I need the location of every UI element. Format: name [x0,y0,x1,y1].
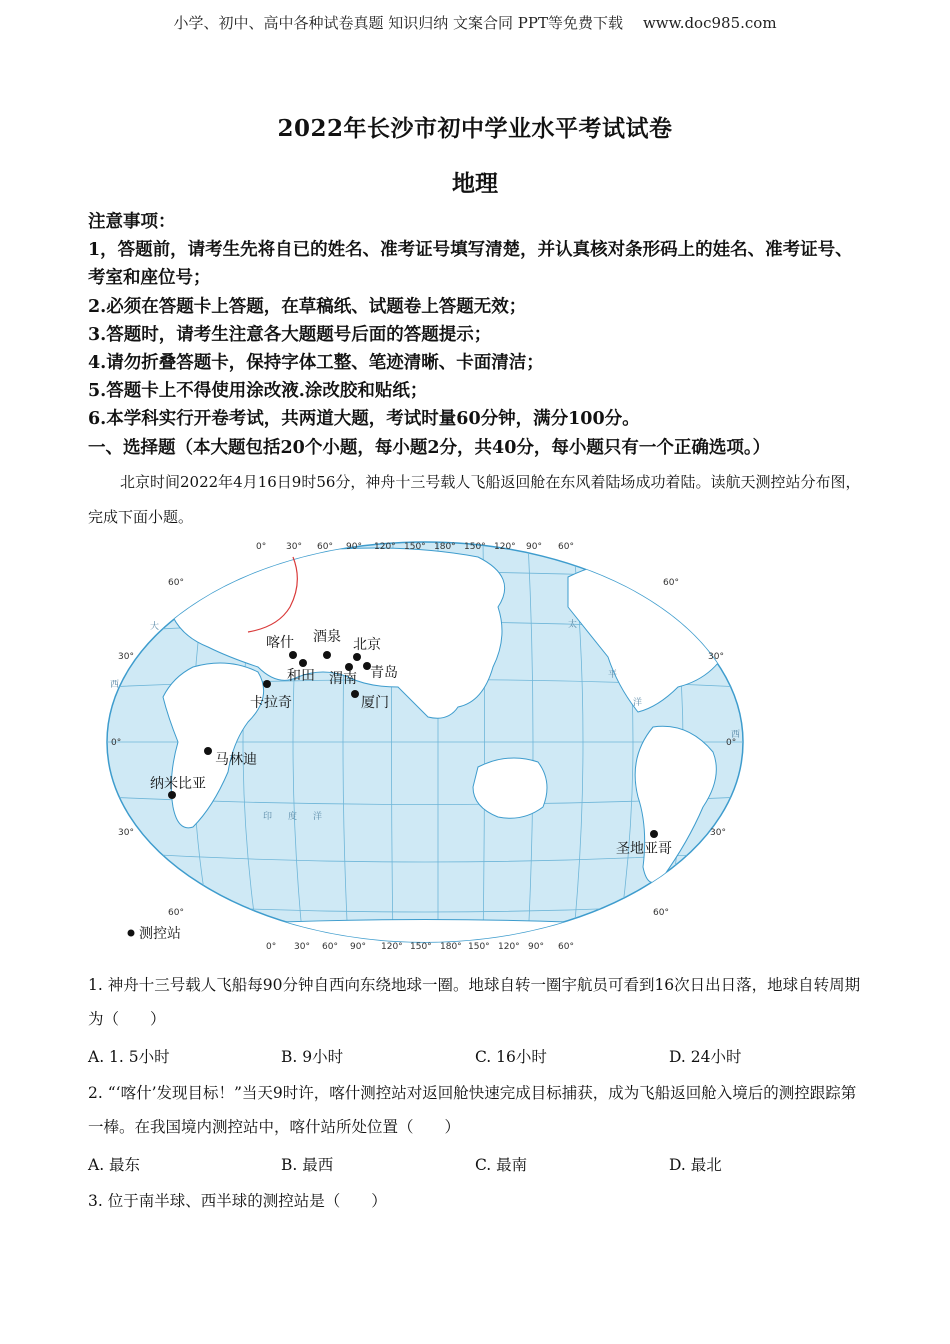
tracking-station-map [98,537,758,957]
note-item: 5.答题卡上不得使用涂改液.涂改胶和贴纸； [88,381,428,402]
station-label: 纳米比亚 [150,776,206,792]
page-header [0,12,950,33]
station-dot-namibia [168,791,176,799]
lon-label: 30° [294,942,310,952]
station-label: 北京 [353,637,381,653]
question-2 [88,1076,868,1144]
ocean-label: 西 [110,680,120,690]
header-tagline: 小学、初中、高中各种试卷真题 知识归纳 文案合同 PPT等免费下载 [173,14,623,32]
note-item: 4.请勿折叠答题卡，保持字体工整、笔迹清晰、卡面清洁； [88,353,544,374]
station-label: 厦门 [361,695,389,711]
lat-label: 30° [118,652,134,662]
option-c[interactable]: C. 16小时 [475,1048,547,1066]
header-site-link[interactable]: www.doc985.com [642,14,777,32]
bottom-longitude-labels [266,942,574,952]
ocean-label: 太 [568,620,578,630]
lat-label: 60° [653,908,669,918]
ocean-label: 洋 [313,812,323,822]
map-legend [128,925,182,942]
question-intro [88,465,868,535]
question-1-options [88,1045,868,1069]
option-d[interactable]: D. 24小时 [669,1048,742,1066]
note-item: 6.本学科实行开卷考试，共两道大题，考试时量60分钟，满分100分。 [88,409,640,430]
lat-label: 60° [663,578,679,588]
lat-label: 30° [118,828,134,838]
lon-label: 150° [464,542,486,552]
ocean-label: 印 [263,812,273,822]
intro-text: 北京时间2022年4月16日9时56分，神舟十三号载人飞船返回舱在东风着陆场成功着陆。读航天测控站分布图，完成下面小题。 [88,473,861,526]
lon-label: 60° [558,542,574,552]
option-c[interactable]: C. 最南 [475,1156,528,1174]
station-dot-santiago [650,830,658,838]
legend-label: 测控站 [139,926,181,942]
note-item: 2.必须在答题卡上答题，在草稿纸、试题卷上答题无效； [88,296,527,317]
top-longitude-labels [256,542,574,552]
station-label: 酒泉 [313,629,341,645]
ocean-label: 平 [608,670,618,680]
lon-label: 90° [346,542,362,552]
lon-label: 120° [381,942,403,952]
lat-label: 0° [111,738,122,748]
lon-label: 60° [558,942,574,952]
lon-label: 30° [286,542,302,552]
station-dot-malindi [204,747,212,755]
option-b[interactable]: B. 9小时 [281,1048,344,1066]
station-dot-weinan [345,663,353,671]
note-item: 3.答题时，请考生注意各大题题号后面的答题提示； [88,324,492,345]
station-dot-hotan [299,659,307,667]
station-dot-beijing [353,653,361,661]
note-item: 1，答题前，请考生先将自已的姓名、准考证号填写清楚，并认真核对条形码上的娃名、准考证号、考室和座位号； [88,240,853,289]
station-label: 青岛 [370,665,398,681]
exam-title: 2022年长沙市初中学业水平考试试卷 [277,115,673,142]
lon-label: 60° [322,942,338,952]
lat-label: 60° [168,578,184,588]
lat-label: 0° [726,738,737,748]
legend-dot [128,930,135,937]
lon-label: 150° [404,542,426,552]
station-label: 马林迪 [215,752,257,768]
question-2-options [88,1153,868,1177]
land-australia [473,758,547,818]
lon-label: 150° [468,942,490,952]
station-dot-xiamen [351,690,359,698]
lon-label: 150° [410,942,432,952]
station-dot-jiuquan [323,651,331,659]
question-text: 1. 神舟十三号载人飞船每90分钟自西向东绕地球一圈。地球自转一圈宇航员可看到16次日出日落，地球自转周期为（ ） [88,976,861,1028]
lon-label: 120° [498,942,520,952]
station-label: 卡拉奇 [250,695,292,711]
option-a[interactable]: A. 1. 5小时 [88,1048,170,1066]
station-label: 喀什 [266,635,294,651]
lon-label: 0° [256,542,267,552]
station-label: 和田 [287,668,315,684]
ocean-label: 度 [288,812,298,822]
ocean-label: 洋 [633,698,643,708]
exam-subject: 地理 [452,170,498,197]
lon-label: 180° [434,542,456,552]
notes-heading: 注意事项： [88,212,176,232]
option-d[interactable]: D. 最北 [669,1156,722,1174]
section-heading: 一、选择题（本大题包括20个小题，每小题2分，共40分，每小题只有一个正确选项。） [88,437,771,458]
lat-label: 30° [710,828,726,838]
lon-label: 90° [528,942,544,952]
station-dot-karachi [263,680,271,688]
lon-label: 90° [526,542,542,552]
notes-section [88,208,868,462]
lon-label: 120° [494,542,516,552]
lat-label: 60° [168,908,184,918]
question-text: 3. 位于南半球、西半球的测控站是（ ） [88,1192,387,1210]
question-1 [88,968,868,1036]
lon-label: 180° [440,942,462,952]
question-text: 2. “‘喀什’发现目标！”当天9时许，喀什测控站对返回舱快速完成目标捕获，成为飞船返回舱入境后的测控跟踪第一棒。在我国境内测控站中，喀什站所处位置（ ） [88,1084,857,1136]
option-b[interactable]: B. 最西 [281,1156,334,1174]
lon-label: 60° [317,542,333,552]
option-a[interactable]: A. 最东 [88,1156,141,1174]
ocean-label: 西 [731,730,741,740]
station-label: 渭南 [329,671,357,687]
station-label: 圣地亚哥 [616,841,672,857]
lon-label: 120° [374,542,396,552]
station-dot-kashgar [289,651,297,659]
question-3 [88,1184,868,1218]
ocean-label: 大 [150,622,160,632]
lon-label: 0° [266,942,277,952]
lon-label: 90° [350,942,366,952]
lat-label: 30° [708,652,724,662]
